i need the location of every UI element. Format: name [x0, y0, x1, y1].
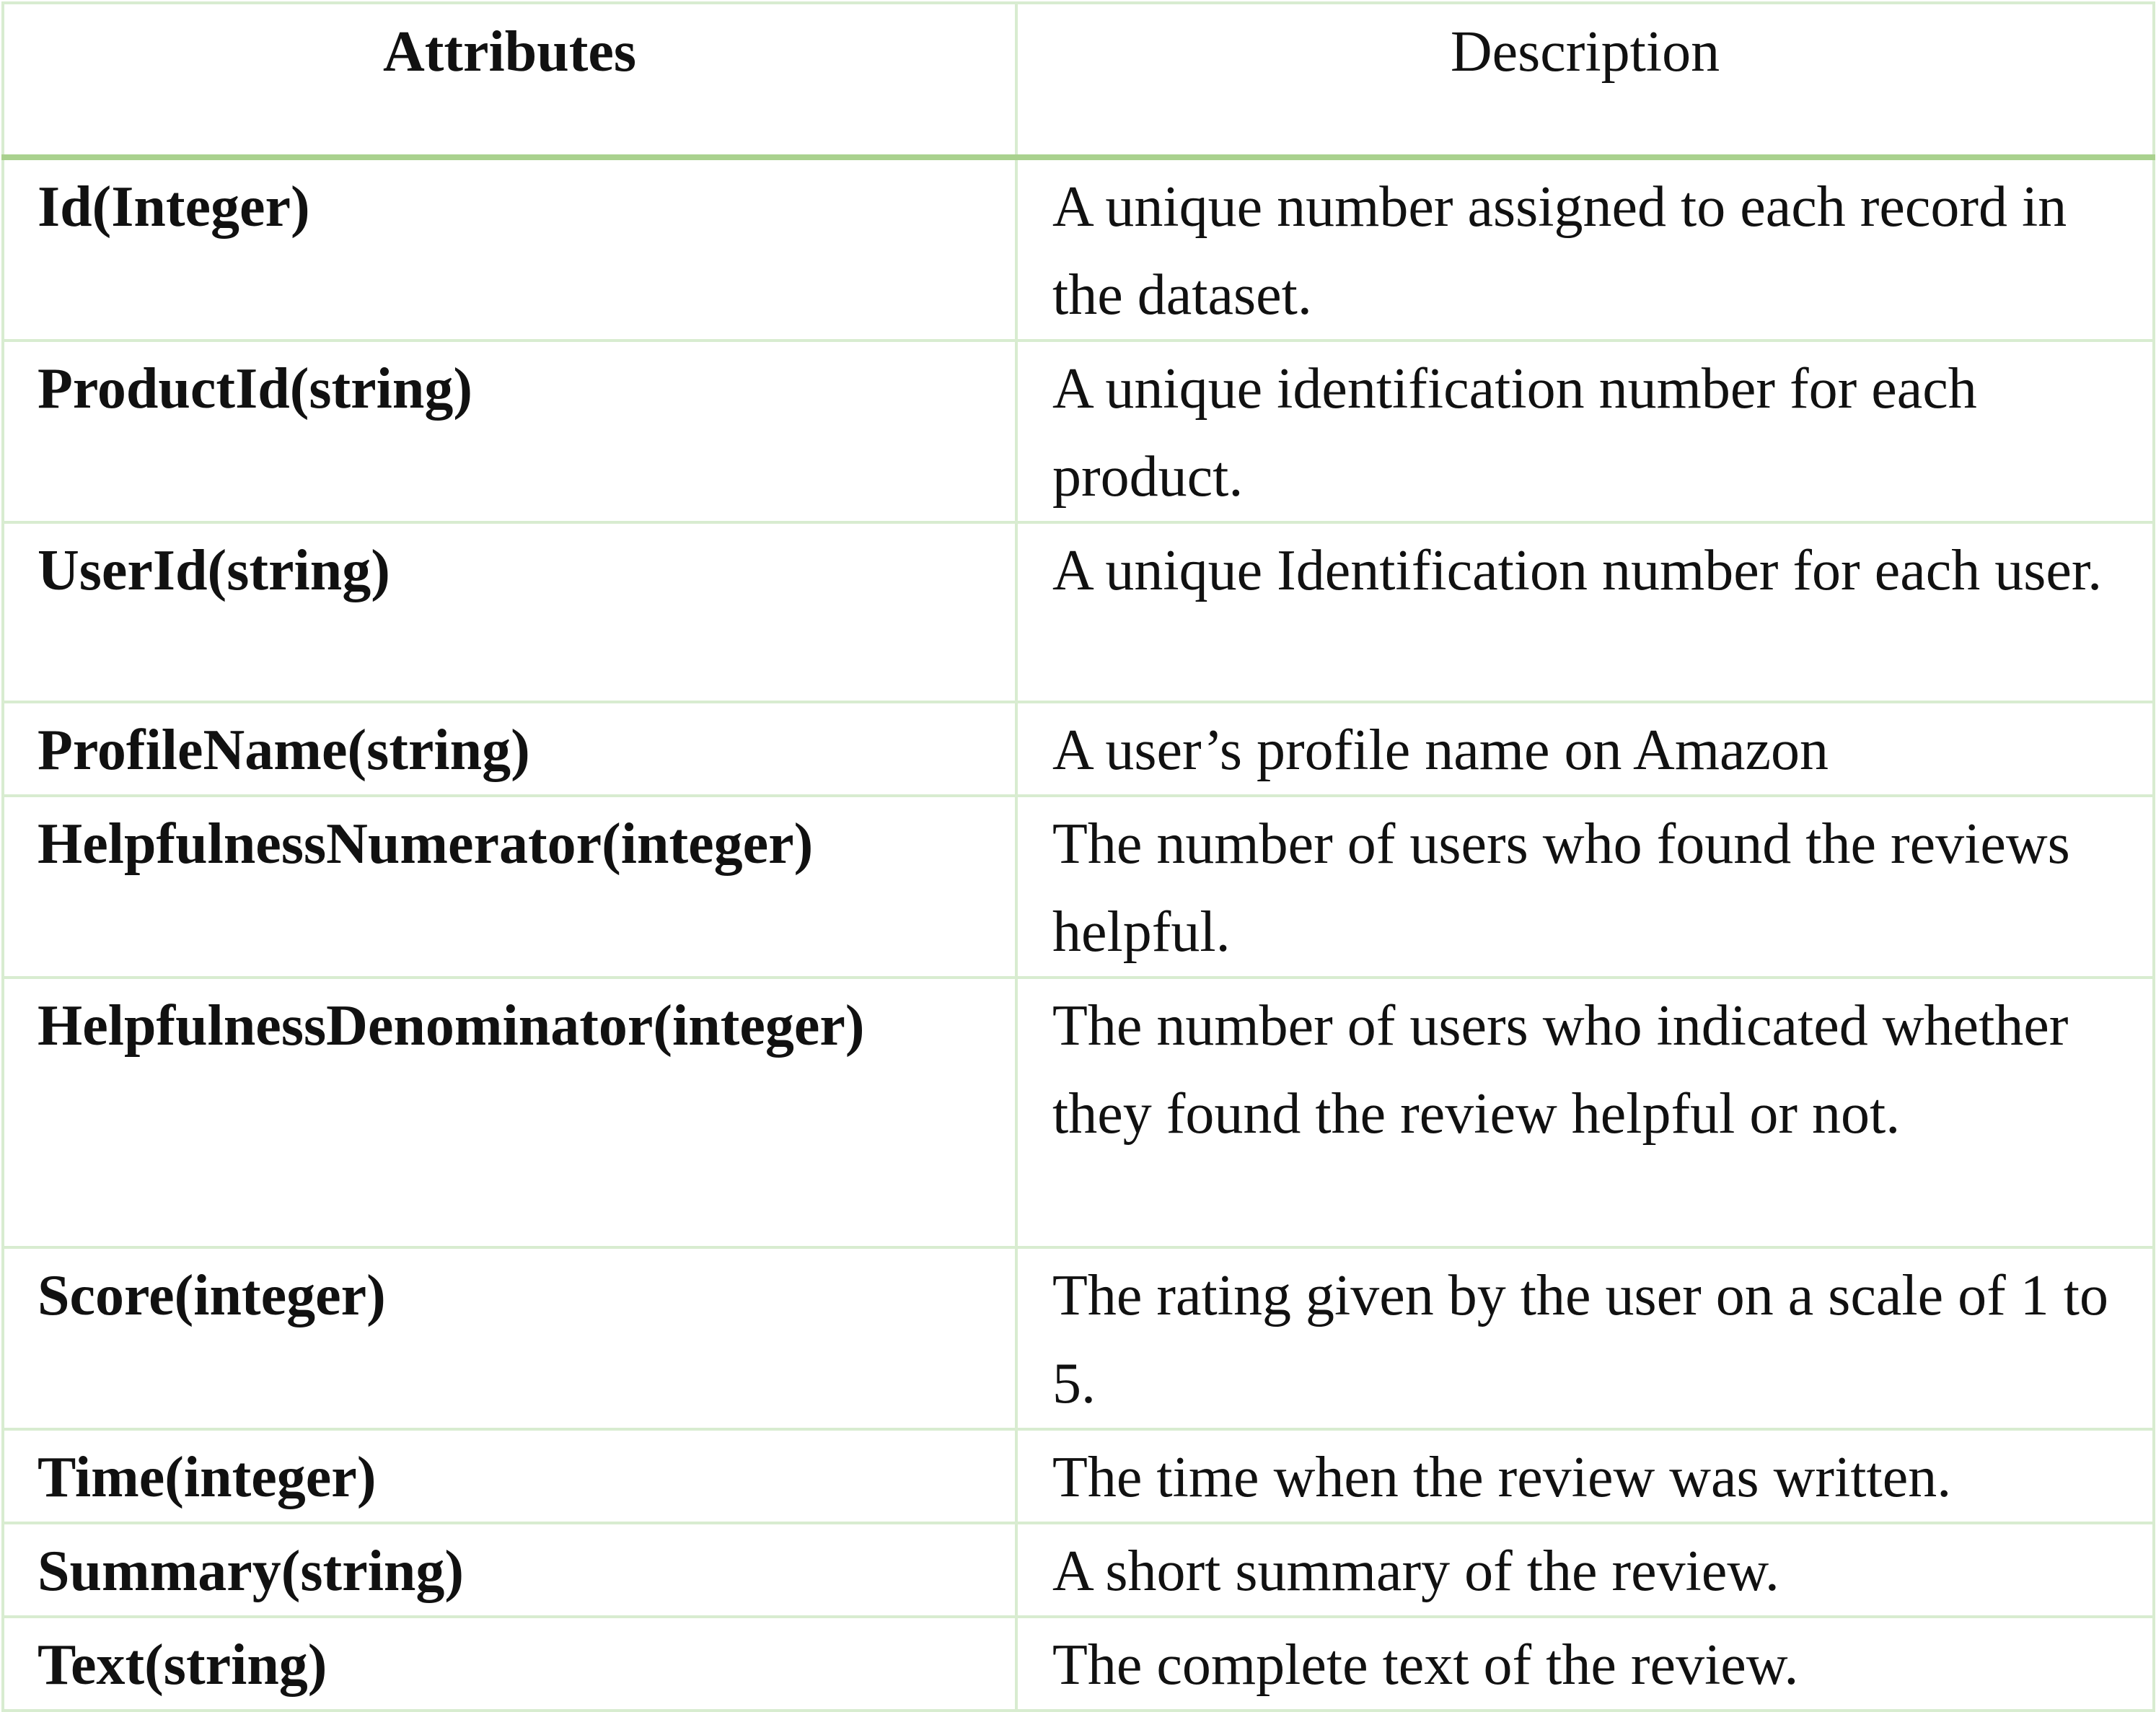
description-column-header: Description	[1016, 3, 2154, 157]
attribute-cell: Summary(string)	[3, 1523, 1016, 1617]
description-cell: A unique identification number for each product.	[1016, 341, 2154, 522]
description-cell: The number of users who indicated whether they found the review helpful or not.	[1016, 978, 2154, 1247]
table-body	[3, 157, 2154, 1711]
description-cell: A unique Identification number for each user.	[1016, 522, 2154, 702]
attribute-cell: Text(string)	[3, 1617, 1016, 1711]
description-cell: A short summary of the review.	[1016, 1523, 2154, 1617]
description-cell: The number of users who found the reviews helpful.	[1016, 796, 2154, 978]
table-row	[3, 1247, 2154, 1429]
attributes-column-header: Attributes	[3, 3, 1016, 157]
attributes-table	[1, 1, 2155, 1712]
description-cell: A user’s profile name on Amazon	[1016, 702, 2154, 796]
description-cell: The complete text of the review.	[1016, 1617, 2154, 1711]
table-row	[3, 796, 2154, 978]
attribute-cell: HelpfulnessDenominator(integer)	[3, 978, 1016, 1247]
table-row	[3, 1523, 2154, 1617]
attribute-cell: ProductId(string)	[3, 341, 1016, 522]
attribute-cell: HelpfulnessNumerator(integer)	[3, 796, 1016, 978]
attribute-cell: ProfileName(string)	[3, 702, 1016, 796]
table-row	[3, 157, 2154, 341]
table-row	[3, 1429, 2154, 1523]
attribute-cell: UserId(string)	[3, 522, 1016, 702]
table-row	[3, 341, 2154, 522]
table-row	[3, 1617, 2154, 1711]
table-header	[3, 3, 2154, 157]
table-row	[3, 702, 2154, 796]
table-row	[3, 978, 2154, 1247]
attribute-cell: Id(Integer)	[3, 157, 1016, 341]
description-cell: The rating given by the user on a scale of 1 to 5.	[1016, 1247, 2154, 1429]
description-cell: A unique number assigned to each record in the dataset.	[1016, 157, 2154, 341]
table-row	[3, 522, 2154, 702]
attribute-cell: Time(integer)	[3, 1429, 1016, 1523]
description-cell: The time when the review was written.	[1016, 1429, 2154, 1523]
attribute-cell: Score(integer)	[3, 1247, 1016, 1429]
header-row	[3, 3, 2154, 157]
